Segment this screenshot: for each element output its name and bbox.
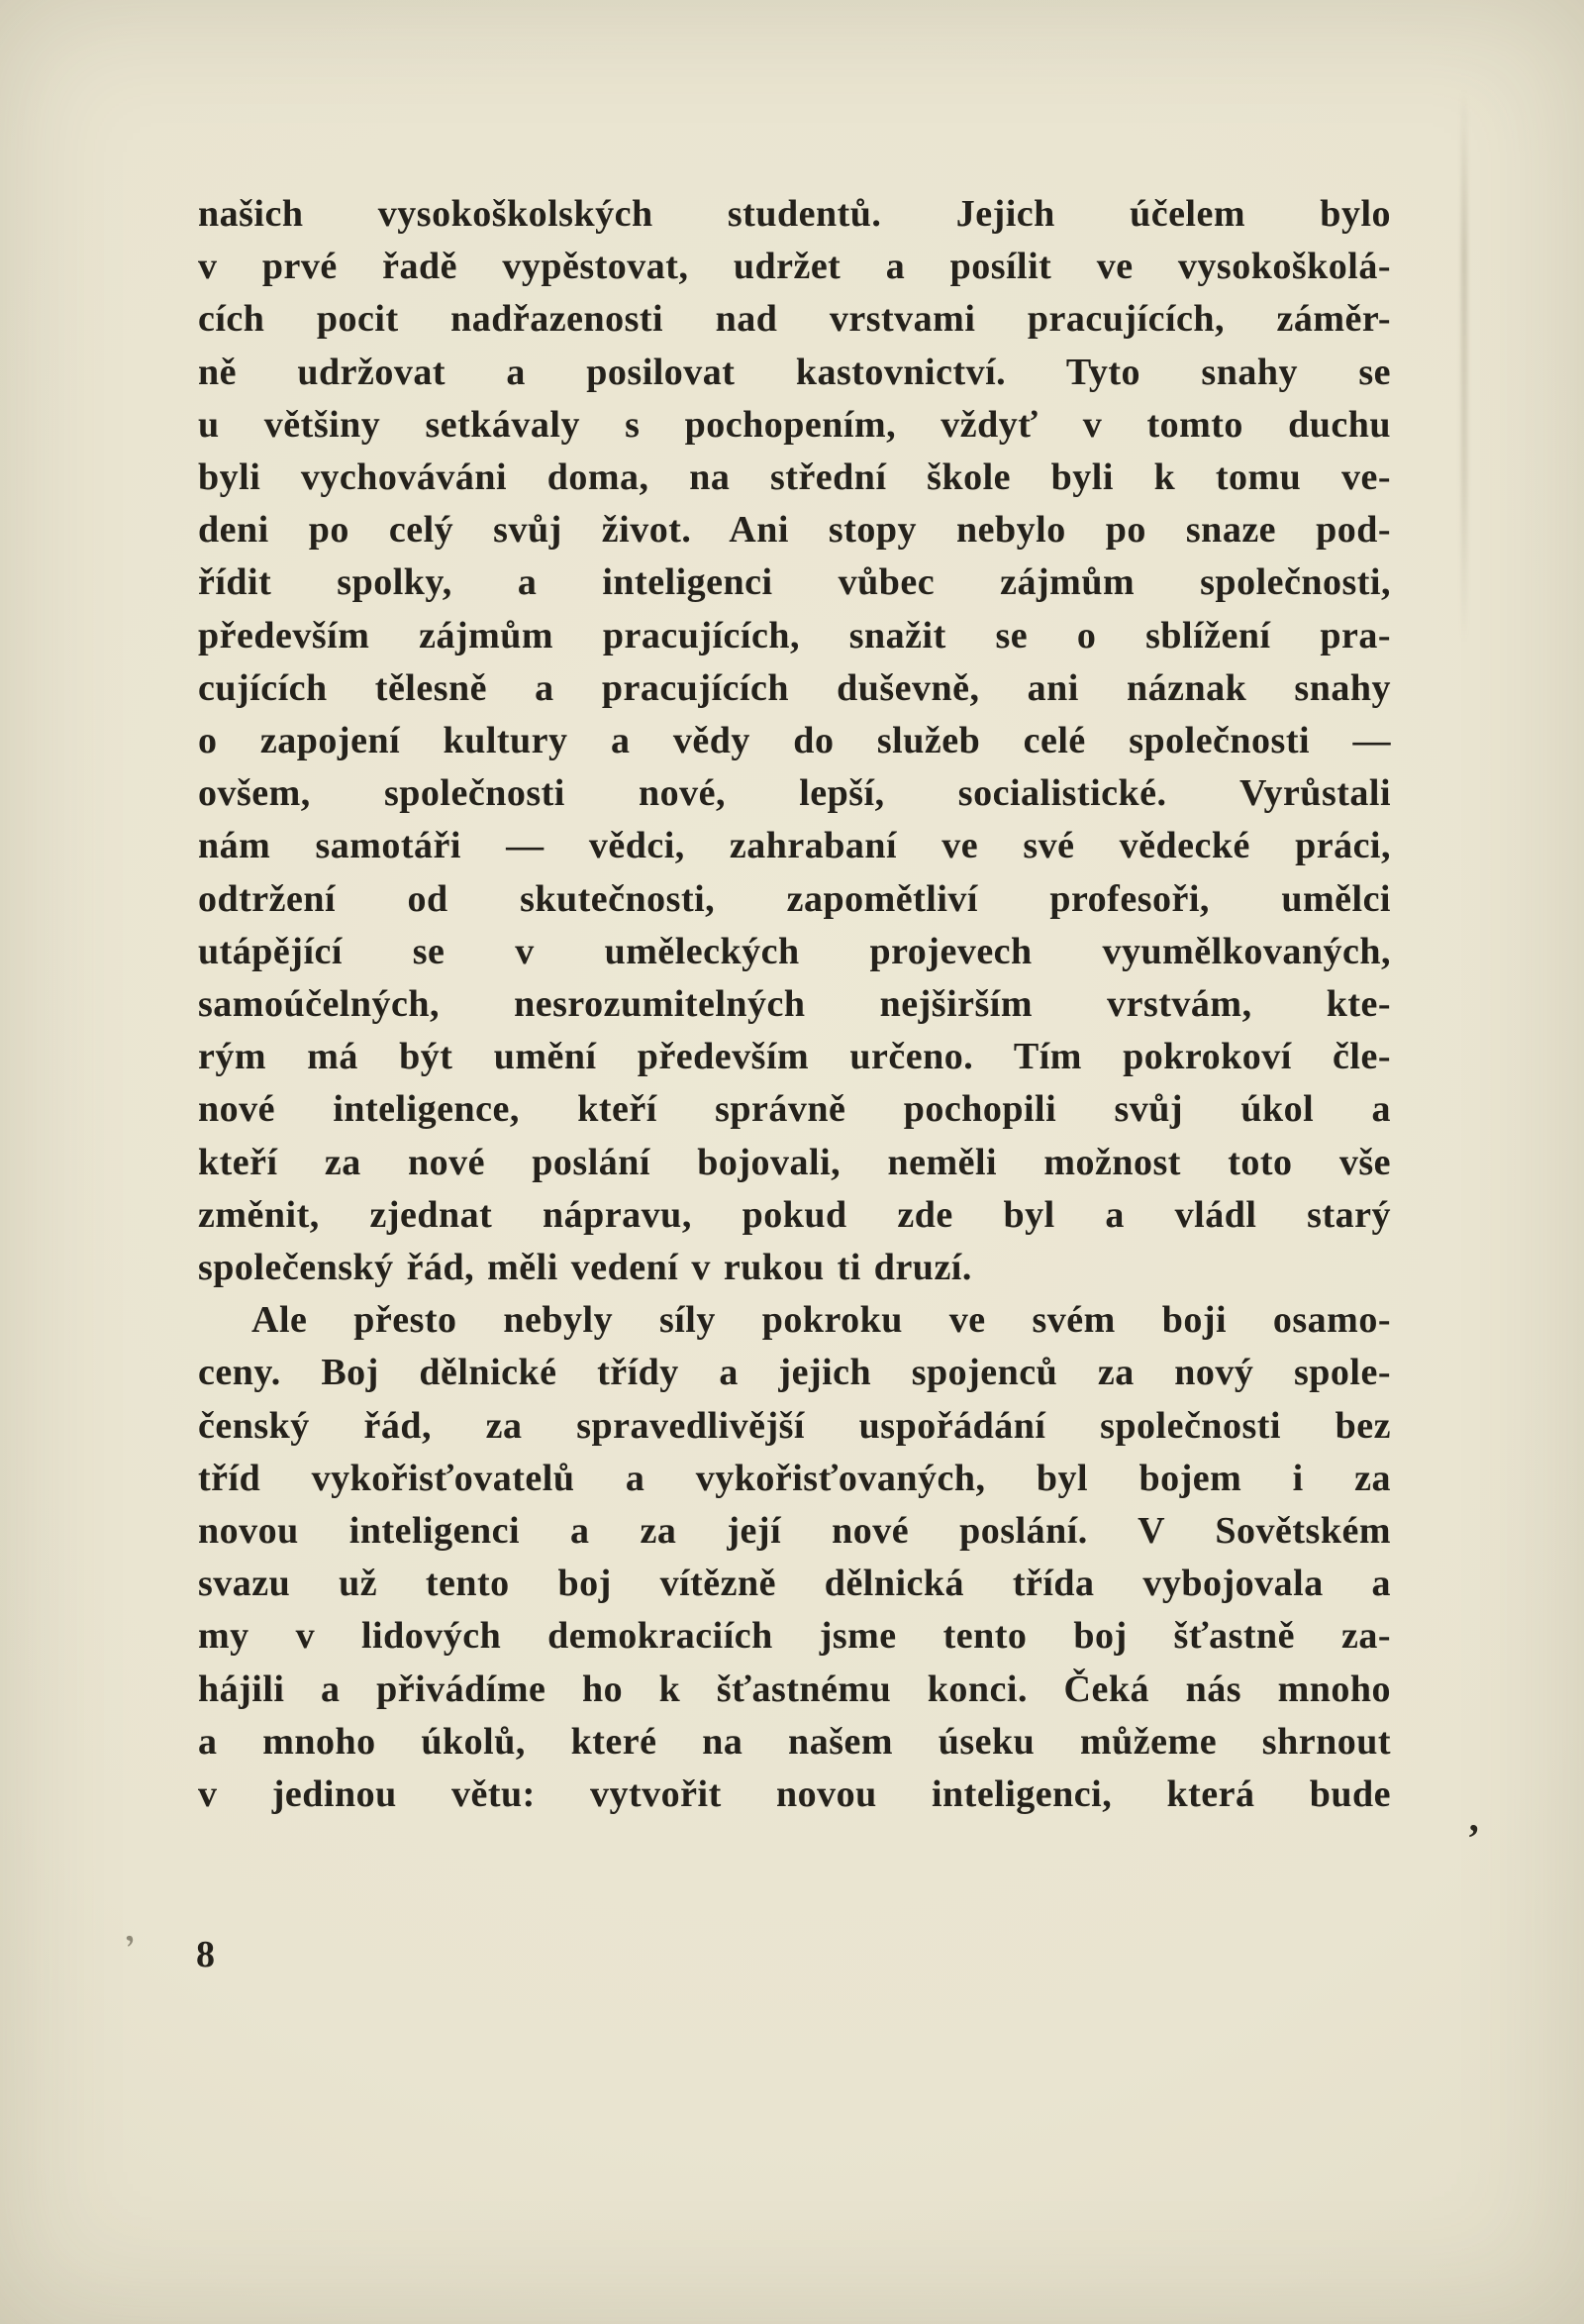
text-line: ně udržovat a posilovat kastovnictví. Tyto snahy se (198, 351, 1391, 393)
pencil-mark: ’ (121, 1928, 144, 1967)
text-line: svazu už tento boj vítězně dělnická třída vybojovala a (198, 1563, 1391, 1605)
text-line: kteří za nové poslání bojovali, neměli možnost toto vše (198, 1141, 1391, 1183)
text-line: hájili a přivádíme ho k šťastnému konci. Čeká nás mnoho (198, 1667, 1391, 1710)
text-line: my v lidových demokraciích jsme tento boj šťastně za- (198, 1615, 1391, 1658)
text-line: společenský řád, měli vedení v rukou ti druzí. (198, 1247, 972, 1289)
text-line: nám samotáři — vědci, zahrabaní ve své vědecké práci, (198, 825, 1391, 867)
text-line: utápějící se v uměleckých projevech vyumělkovaných, (198, 930, 1391, 972)
text-line: Ale přesto nebyly síly pokroku ve svém boji osamo- (251, 1299, 1391, 1342)
ink-speck: ‚ (1467, 1795, 1481, 1840)
text-line: odtržení od skutečnosti, zapomětliví profesoři, umělci (198, 877, 1391, 920)
text-line: deni po celý svůj život. Ani stopy nebylo po snaze pod- (198, 509, 1391, 552)
text-line: cujících tělesně a pracujících duševně, ani náznak snahy (198, 666, 1391, 709)
text-line: čenský řád, za spravedlivější uspořádání společnosti bez (198, 1404, 1391, 1447)
text-line: novou inteligenci a za její nové poslání. V Sovětském (198, 1510, 1391, 1553)
text-line: u většiny setkávaly s pochopením, vždyť v tomto duchu (198, 403, 1391, 446)
text-line: ovšem, společnosti nové, lepší, socialistické. Vyrůstali (198, 772, 1391, 815)
text-line: byli vychováváni doma, na střední škole byli k tomu ve- (198, 456, 1391, 499)
text-line: samoúčelných, nesrozumitelných nejširším vrstvám, kte- (198, 983, 1391, 1026)
text-line: o zapojení kultury a vědy do služeb celé společnosti — (198, 720, 1391, 762)
text-line: především zájmům pracujících, snažit se o sblížení pra- (198, 614, 1391, 657)
text-line: rým má být umění především určeno. Tím pokrokoví čle- (198, 1036, 1391, 1078)
page-text (198, 188, 1391, 1821)
text-line: nové inteligence, kteří správně pochopili svůj úkol a (198, 1088, 1391, 1131)
text-line: změnit, zjednat nápravu, pokud zde byl a vládl starý (198, 1193, 1391, 1236)
text-line: tříd vykořisťovatelů a vykořisťovaných, byl bojem i za (198, 1457, 1391, 1499)
text-line: ceny. Boj dělnické třídy a jejich spojenců za nový spole- (198, 1352, 1391, 1394)
text-line: v prvé řadě vypěstovat, udržet a posílit ve vysokoškolá- (198, 246, 1391, 288)
text-line: řídit spolky, a inteligenci vůbec zájmům společnosti, (198, 561, 1391, 604)
text-line: našich vysokoškolských studentů. Jejich účelem bylo (198, 193, 1391, 235)
text-line: a mnoho úkolů, které na našem úseku můžeme shrnout (198, 1720, 1391, 1763)
paper-crease (1461, 89, 1467, 644)
text-line: cích pocit nadřazenosti nad vrstvami pracujících, záměr- (198, 298, 1391, 341)
page-number: 8 (196, 1934, 216, 1975)
text-line: v jedinou větu: vytvořit novou inteligenci, která bude (198, 1773, 1391, 1816)
